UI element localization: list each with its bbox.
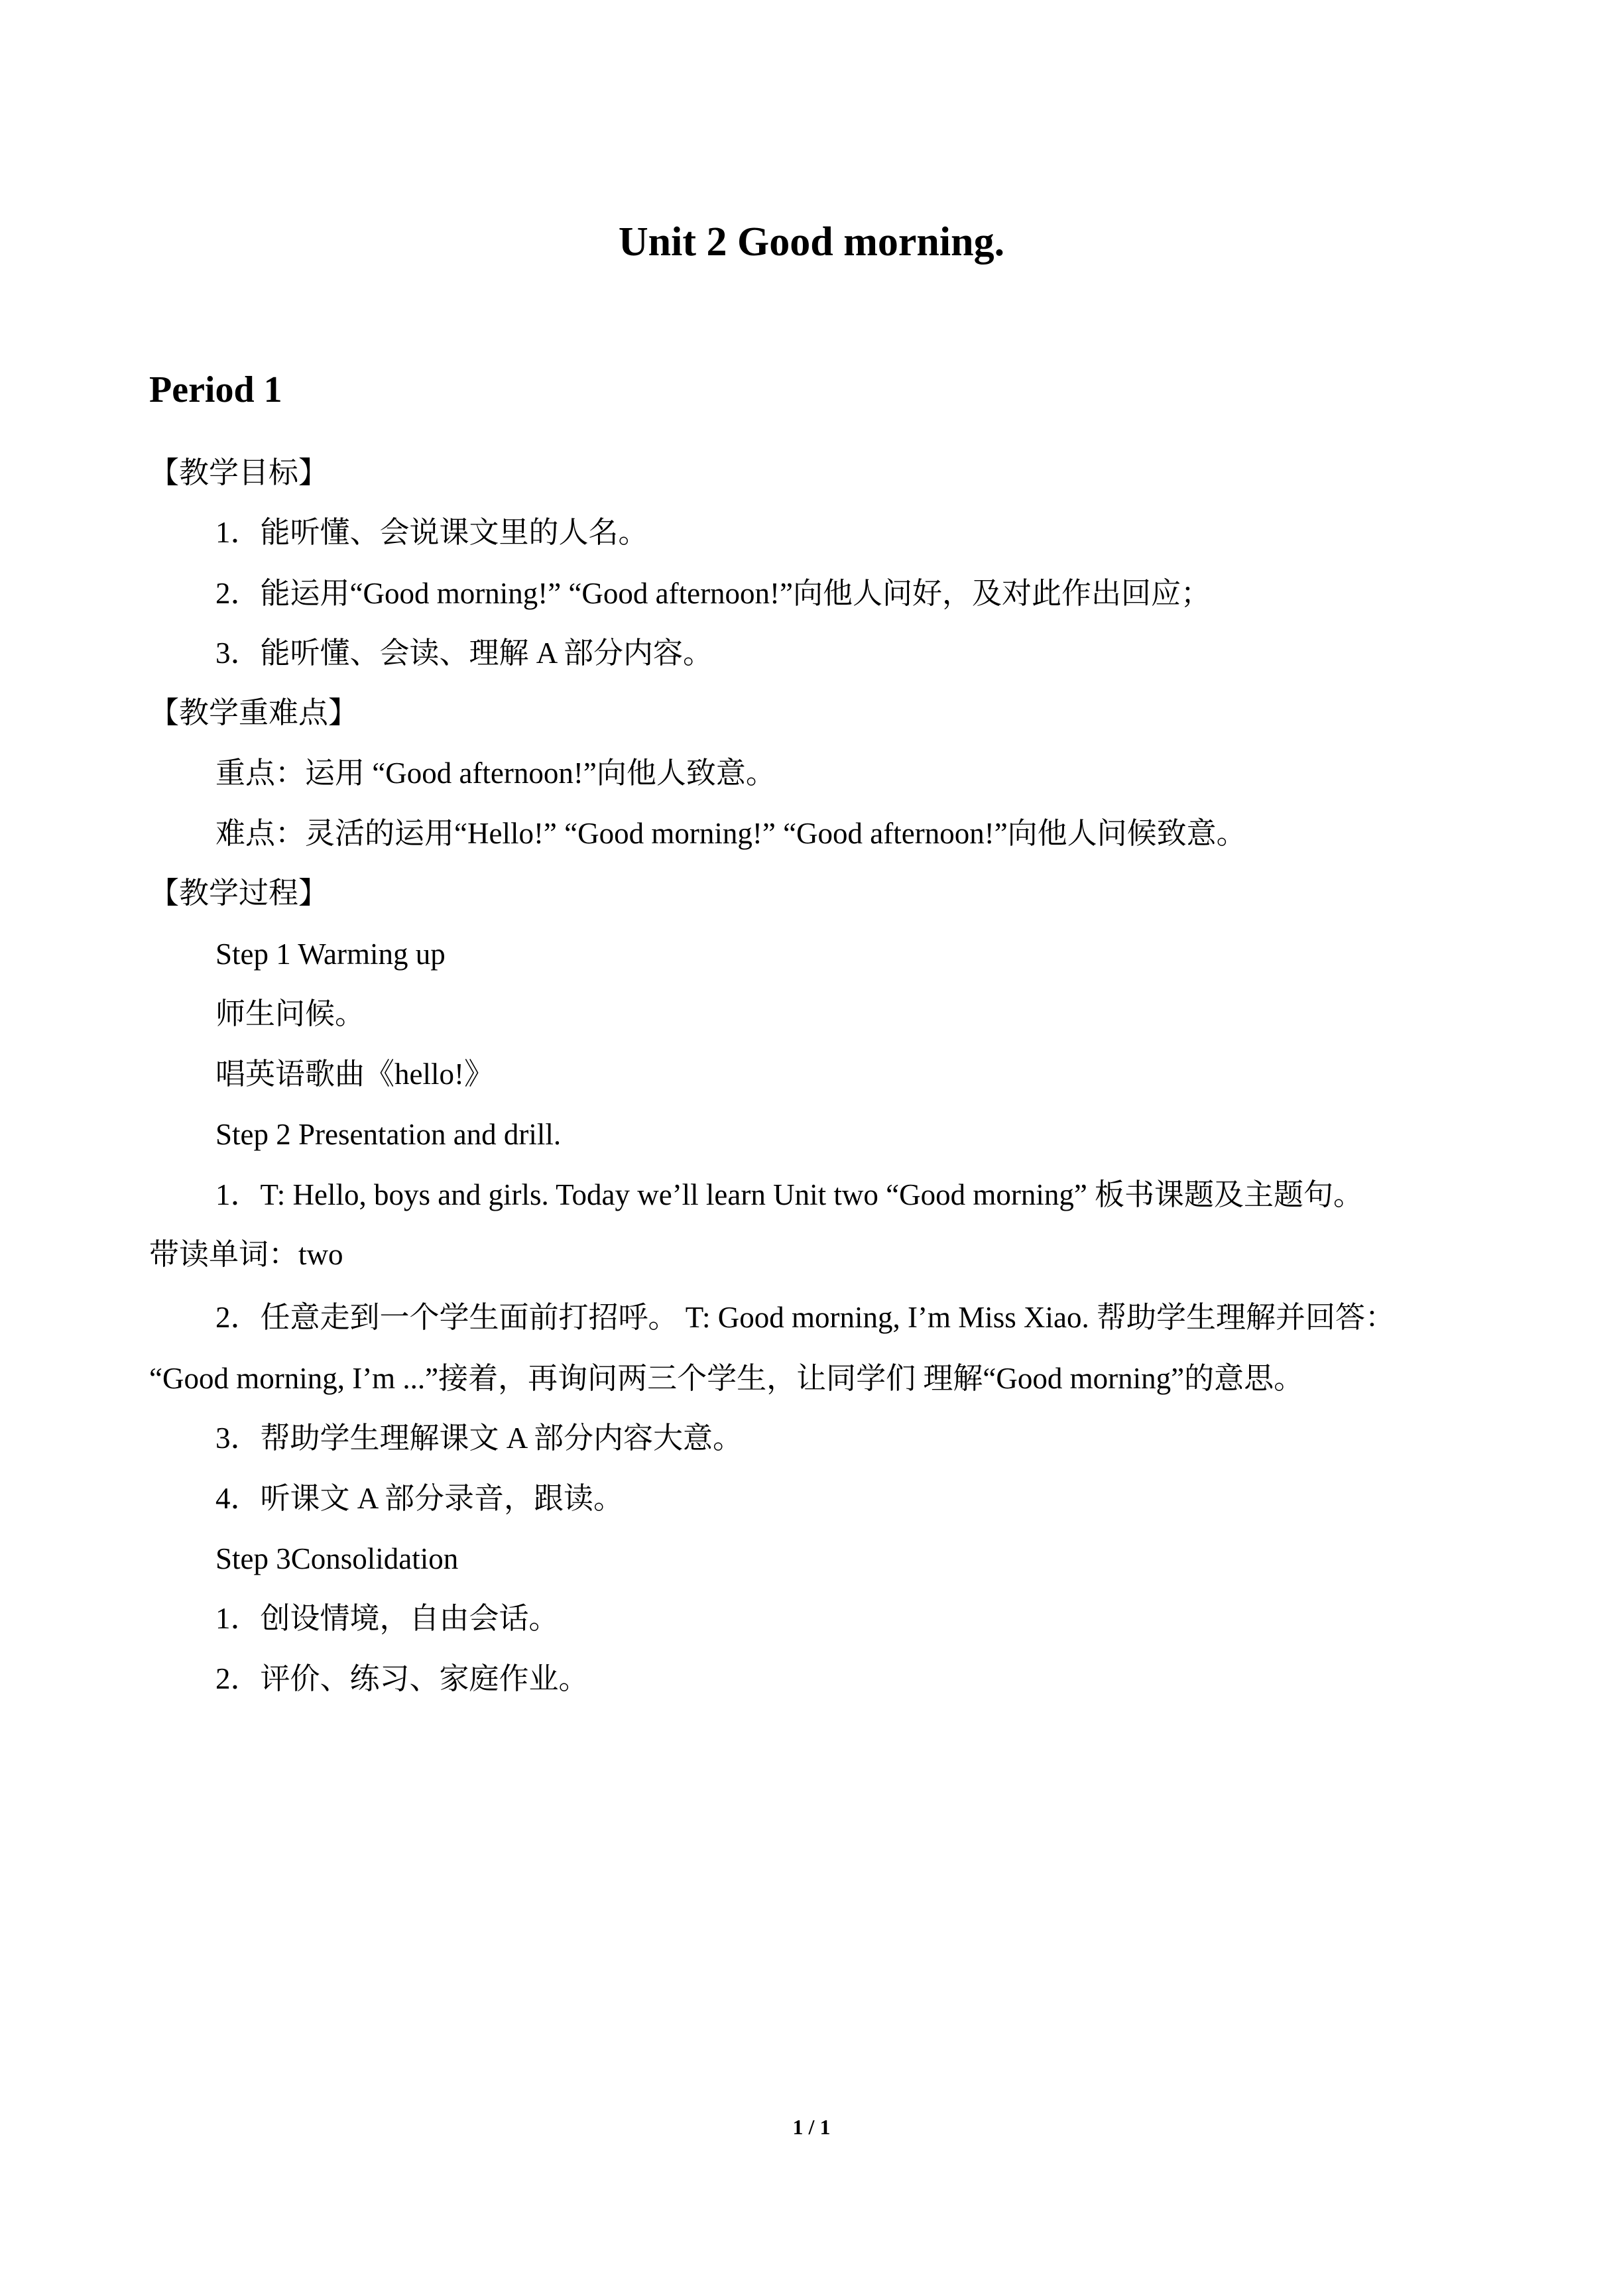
step2-item3: 3．帮助学生理解课文 A 部分内容大意。 xyxy=(215,1421,743,1455)
objective-item: 3．能听懂、会读、理解 A 部分内容。 xyxy=(215,636,713,670)
key-points-header: 【教学重难点】 xyxy=(149,696,359,729)
key-point-important: 重点：运用 “Good afternoon!”向他人致意。 xyxy=(215,756,776,790)
step2-item2-continuation: “Good morning, I’m ...”接着，再询问两三个学生，让同学们 理解“Good morning”的意思。 xyxy=(149,1362,1304,1395)
step2-item2: 2．任意走到一个学生面前打招呼。 T: Good morning, I’m Miss Xiao. 帮助学生理解并回答： xyxy=(215,1301,1395,1334)
page-number: 1 / 1 xyxy=(792,2115,831,2139)
step3-item: 2．评价、练习、家庭作业。 xyxy=(215,1662,589,1695)
step2-item1: 1．T: Hello, boys and girls. Today we’ll learn Unit two “Good morning” 板书课题及主题句。 xyxy=(215,1178,1364,1211)
step2-item4: 4．听课文 A 部分录音，跟读。 xyxy=(215,1482,624,1515)
step2-title: Step 2 Presentation and drill. xyxy=(215,1118,562,1151)
objectives-header: 【教学目标】 xyxy=(149,456,329,489)
step1-title: Step 1 Warming up xyxy=(215,937,446,971)
objective-item: 1．能听懂、会说课文里的人名。 xyxy=(215,516,648,549)
document-title: Unit 2 Good morning. xyxy=(618,219,1005,265)
objective-item: 2．能运用“Good morning!” “Good afternoon!”向他人问好，及对此作出回应； xyxy=(215,577,1211,610)
step1-item: 师生问候。 xyxy=(215,997,365,1030)
key-point-difficult: 难点：灵活的运用“Hello!” “Good morning!” “Good afternoon!”向他人问候致意。 xyxy=(215,817,1246,850)
step3-item: 1．创设情境，自由会话。 xyxy=(215,1602,559,1635)
process-header: 【教学过程】 xyxy=(149,876,329,910)
step3-title: Step 3Consolidation xyxy=(215,1542,459,1575)
step2-item1-continuation: 带读单词：two xyxy=(149,1238,343,1271)
step1-item: 唱英语歌曲《hello!》 xyxy=(215,1057,494,1091)
period-heading: Period 1 xyxy=(149,369,282,410)
